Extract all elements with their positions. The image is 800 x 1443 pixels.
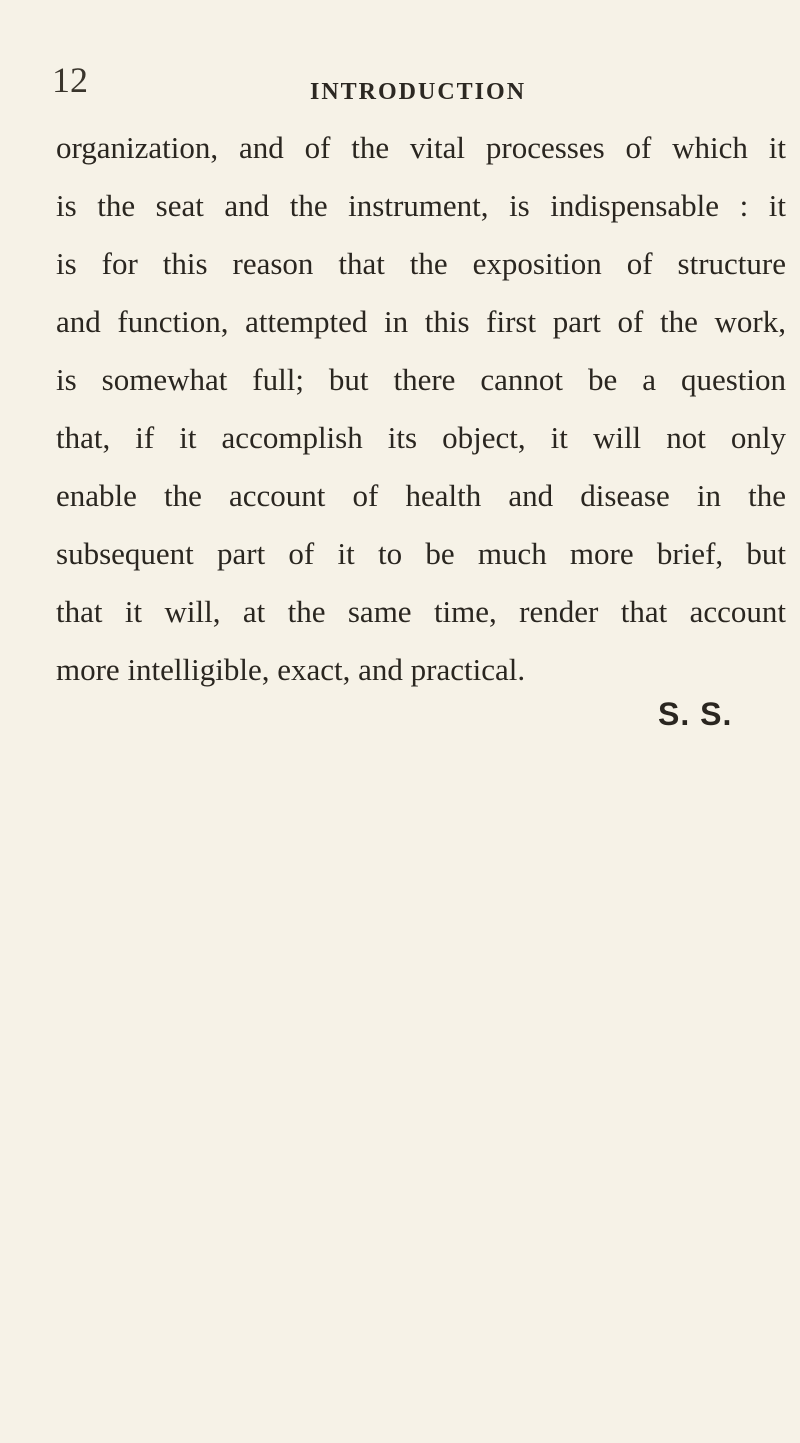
text-line: is somewhat full; but there cannot be a question xyxy=(56,362,786,397)
running-head: INTRODUCTION xyxy=(310,79,527,105)
text-line: organization, and of the vital processes of which it xyxy=(56,130,786,165)
text-line: more intelligible, exact, and practical. xyxy=(56,652,526,687)
text-line: is for this reason that the exposition of structure xyxy=(56,246,786,281)
text-line: that it will, at the same time, render that account xyxy=(56,594,786,629)
signature: S. S. xyxy=(658,696,733,732)
text-line: is the seat and the instrument, is indispensable : it xyxy=(56,188,786,223)
page-number: 12 xyxy=(52,60,88,100)
text-line: and function, attempted in this first part of the work, xyxy=(56,304,786,339)
text-line: enable the account of health and disease in the xyxy=(56,478,786,513)
text-line: subsequent part of it to be much more brief, but xyxy=(56,536,786,571)
text-line: that, if it accomplish its object, it will not only xyxy=(56,420,786,455)
